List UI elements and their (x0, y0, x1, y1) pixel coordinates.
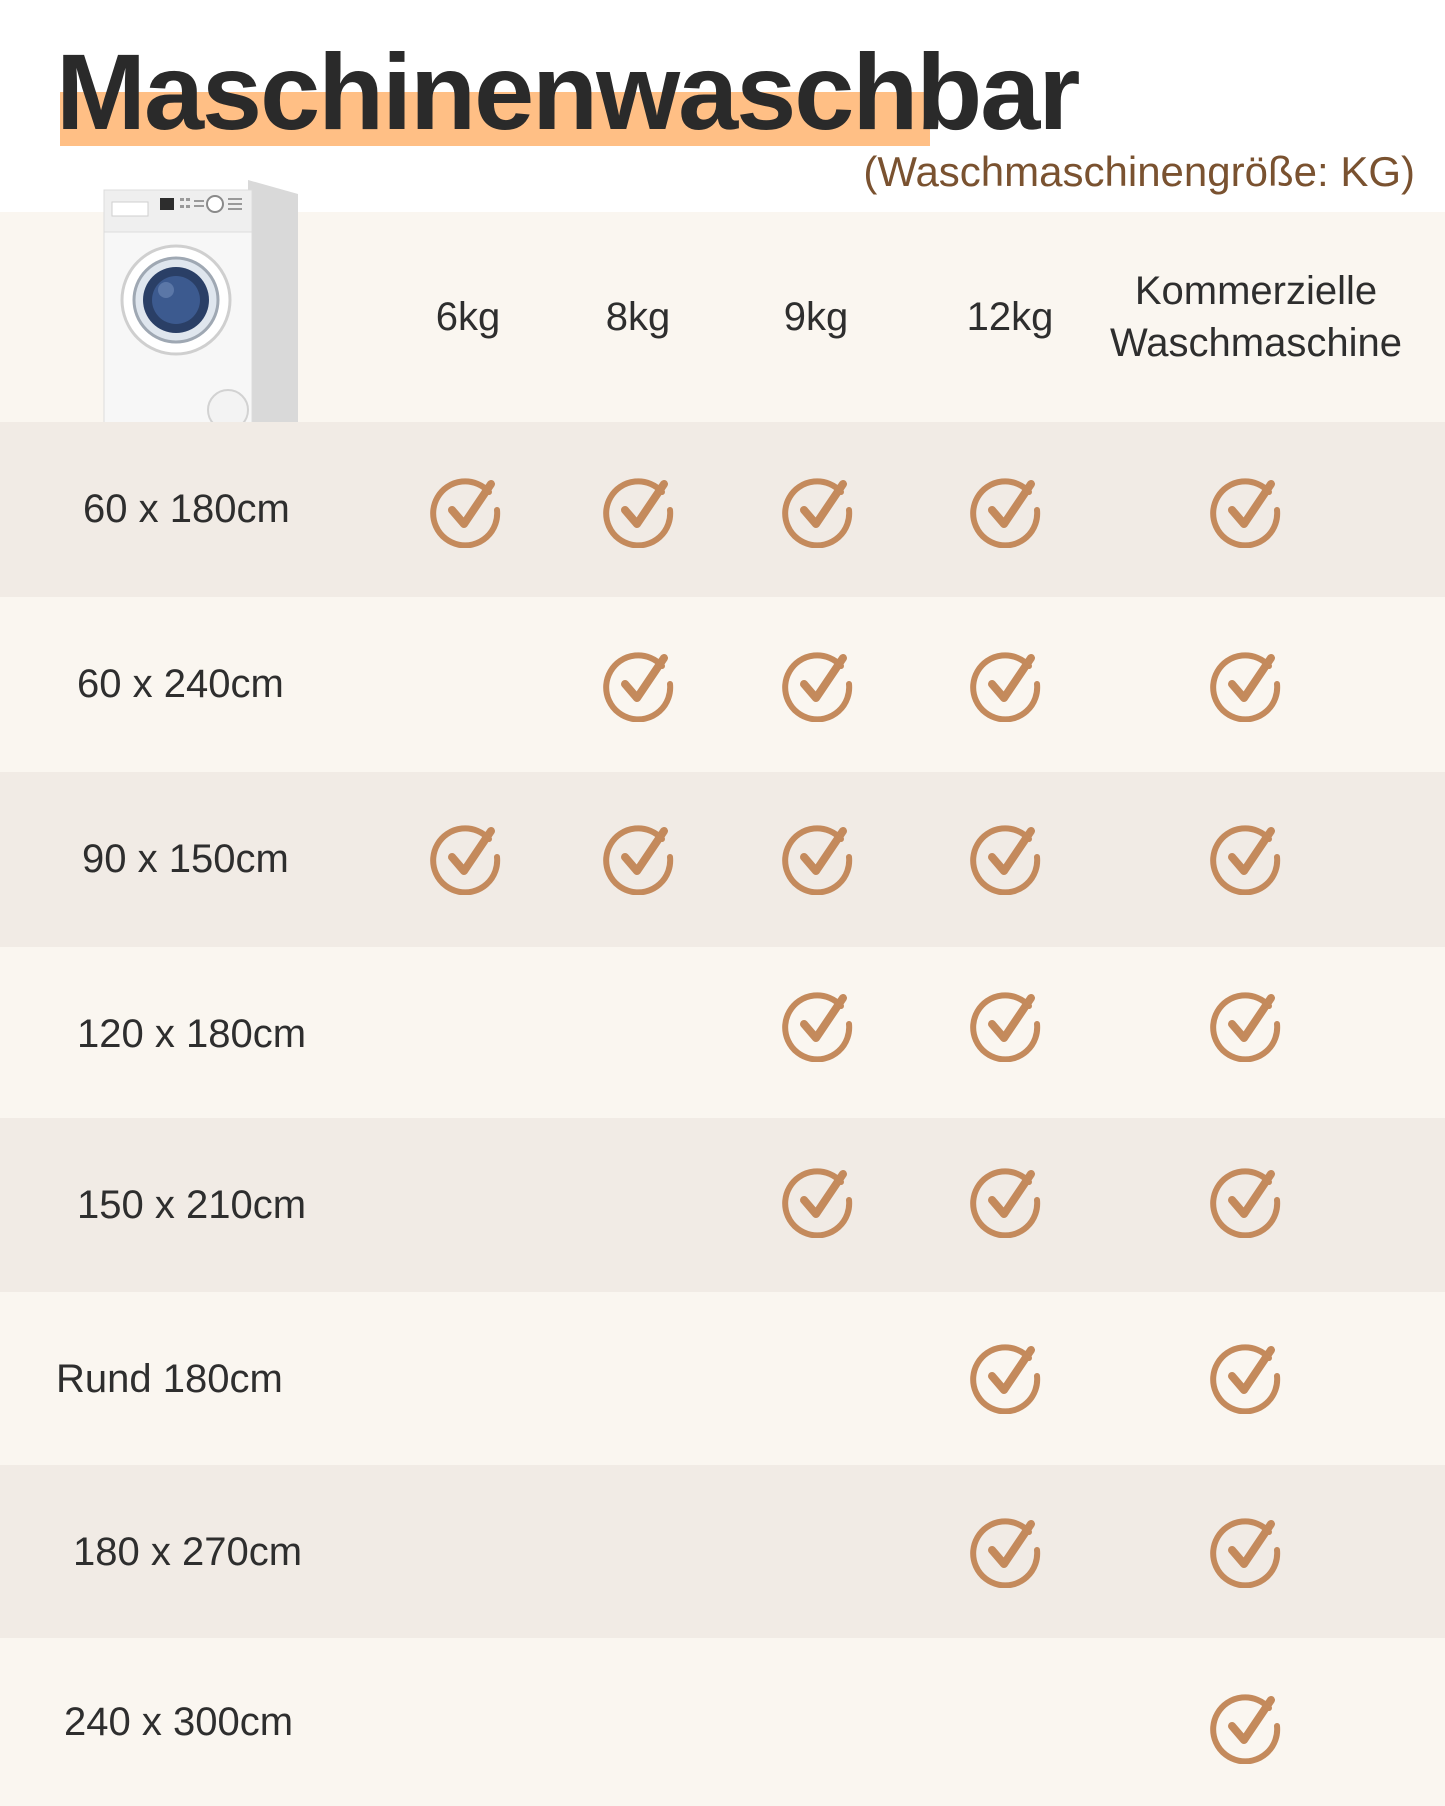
row-label: 90 x 150cm (82, 837, 289, 881)
check-icon (969, 1338, 1045, 1414)
check-icon (969, 1162, 1045, 1238)
row-label: 60 x 180cm (83, 487, 290, 531)
check-icon (429, 472, 505, 548)
check-icon (1209, 1162, 1285, 1238)
check-icon (969, 646, 1045, 722)
check-icon (1209, 1338, 1285, 1414)
check-icon (969, 819, 1045, 895)
page-subtitle: (Waschmaschinengröße: KG) (863, 148, 1415, 195)
check-icon (781, 986, 857, 1062)
check-icon (602, 646, 678, 722)
check-icon (429, 819, 505, 895)
check-icon (1209, 1688, 1285, 1764)
check-icon (781, 819, 857, 895)
check-icon (1209, 646, 1285, 722)
column-header-9kg: 9kg (783, 295, 849, 339)
column-header-6kg: 6kg (435, 295, 501, 339)
row-label: 240 x 300cm (64, 1699, 294, 1744)
check-icon (969, 472, 1045, 548)
row-label: Rund 180cm (56, 1357, 283, 1401)
check-icon (1209, 1512, 1285, 1588)
check-icon (781, 472, 857, 548)
column-header-8kg: 8kg (605, 295, 671, 339)
page-title: Maschinenwaschbar (56, 31, 1079, 152)
check-icon (969, 1512, 1045, 1588)
column-header-12kg: 12kg (966, 295, 1054, 339)
row-label: 150 x 210cm (77, 1183, 307, 1227)
check-icon (1209, 986, 1285, 1062)
check-icon (781, 1162, 857, 1238)
check-icon (602, 472, 678, 548)
row-label: 180 x 270cm (73, 1530, 303, 1574)
washing-machine-icon (98, 172, 308, 447)
check-icon (969, 986, 1045, 1062)
row-label: 120 x 180cm (77, 1012, 307, 1056)
check-icon (1209, 472, 1285, 548)
row-label: 60 x 240cm (77, 662, 284, 706)
column-header-commercial: Kommerzielle Waschmaschine (1110, 269, 1402, 365)
check-icon (1209, 819, 1285, 895)
check-icon (781, 646, 857, 722)
check-icon (602, 819, 678, 895)
